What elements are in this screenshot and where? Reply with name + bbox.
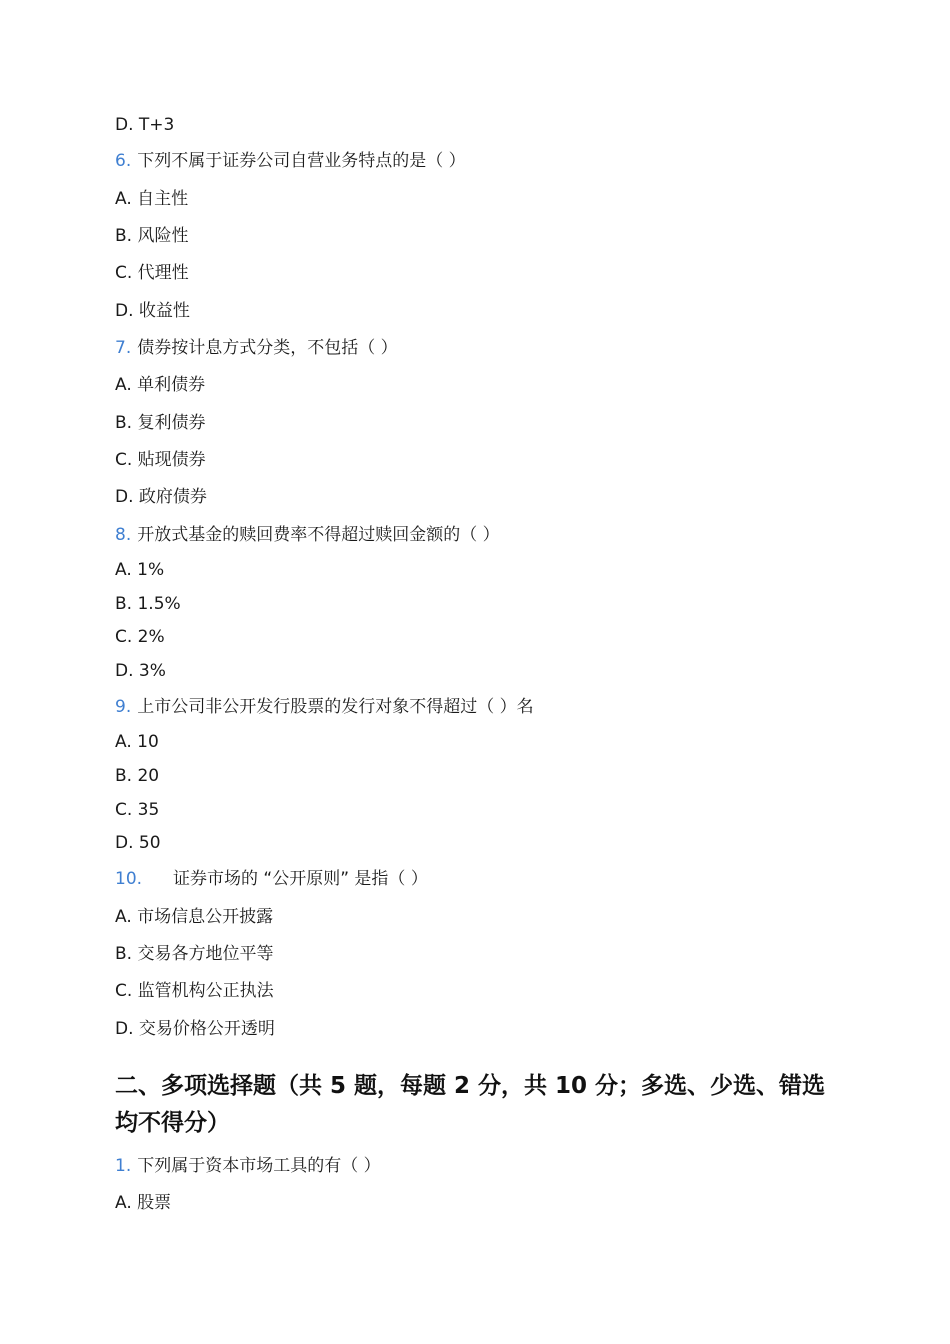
mq1-option-a: A. 股票 [115,1193,172,1213]
q9-option-b: B. 20 [115,766,160,786]
question-number: 7. [115,338,132,358]
q6-option-b: B. 风险性 [115,226,189,246]
option-d-prev: D. T+3 [115,115,175,135]
question-8 [115,524,500,546]
q8-option-d: D. 3% [115,661,166,681]
question-text: 下列属于资本市场工具的有（ ） [137,1156,381,1176]
question-text: 上市公司非公开发行股票的发行对象不得超过（ ）名 [137,697,534,717]
q6-option-a: A. 自主性 [115,189,189,209]
q9-option-c: C. 35 [115,800,160,820]
q10-option-d: D. 交易价格公开透明 [115,1019,275,1039]
q8-option-b: B. 1.5% [115,594,181,614]
q7-option-d: D. 政府债券 [115,487,207,507]
question-number: 6. [115,151,132,171]
question-text: 证券市场的 “公开原则” 是指（ ） [173,869,428,889]
question-6 [115,150,466,172]
question-text: 债券按计息方式分类，不包括（ ） [137,338,398,358]
question-number: 1. [115,1156,132,1176]
question-10 [115,868,428,890]
question-number: 8. [115,525,132,545]
q6-option-d: D. 收益性 [115,301,190,321]
question-7 [115,337,398,359]
q6-option-c: C. 代理性 [115,263,189,283]
section-heading-multiple-choice: 二、多项选择题（共 5 题，每题 2 分，共 10 分；多选、少选、错选均不得分） [115,1073,826,1136]
q10-option-b: B. 交易各方地位平等 [115,944,274,964]
question-number: 9. [115,697,132,717]
q9-option-a: A. 10 [115,732,159,752]
multi-question-1 [115,1155,381,1177]
q8-option-a: A. 1% [115,560,165,580]
question-text: 开放式基金的赎回费率不得超过赎回金额的（ ） [137,525,500,545]
q8-option-c: C. 2% [115,627,165,647]
q7-option-c: C. 贴现债券 [115,450,206,470]
question-number: 10. [115,869,143,889]
q7-option-b: B. 复利债券 [115,413,206,433]
question-9 [115,696,534,718]
q7-option-a: A. 单利债券 [115,375,206,395]
q10-option-a: A. 市场信息公开披露 [115,907,274,927]
q10-option-c: C. 监管机构公正执法 [115,981,274,1001]
question-text: 下列不属于证券公司自营业务特点的是（ ） [137,151,466,171]
q9-option-d: D. 50 [115,833,161,853]
